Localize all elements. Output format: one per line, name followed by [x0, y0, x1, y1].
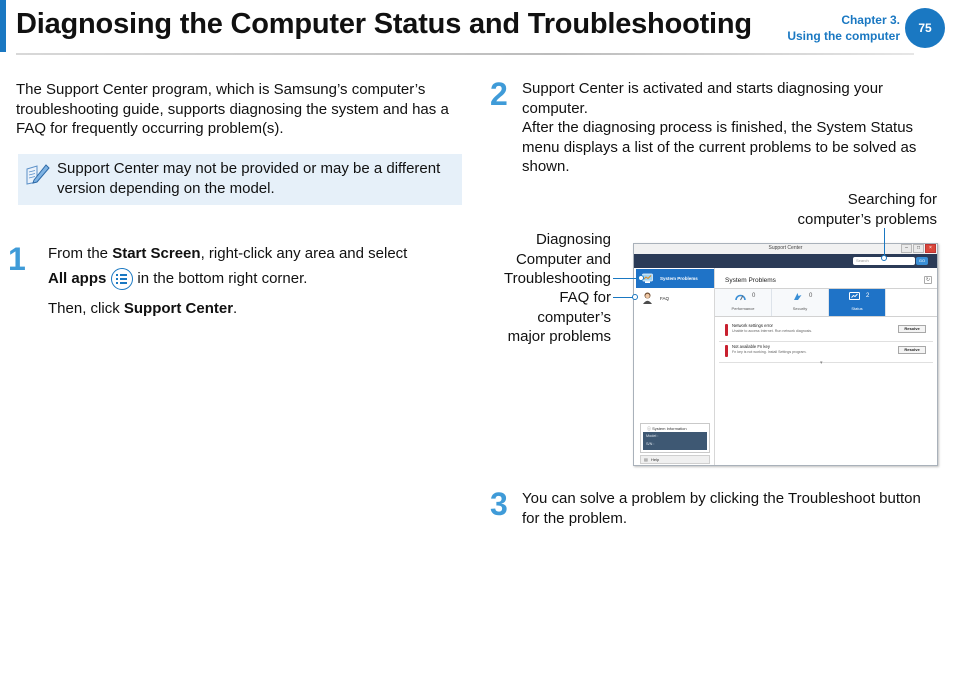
- window-controls: [901, 244, 936, 253]
- tab-security[interactable]: [772, 289, 829, 316]
- all-apps-label: All apps: [48, 270, 107, 288]
- row-divider: [719, 362, 933, 363]
- main-heading: System Problems: [725, 277, 776, 284]
- chapter-number: Chapter 3.: [841, 13, 900, 27]
- callout-search: [797, 190, 937, 229]
- row-divider: [719, 341, 933, 342]
- chevron-down-icon[interactable]: ▾: [820, 360, 823, 366]
- tab-label: Performance: [731, 306, 755, 311]
- search-input[interactable]: Search: [853, 257, 915, 265]
- faq-person-icon: [642, 292, 653, 304]
- step-3-text: You can solve a problem by clicking the Troubleshoot button for the problem.: [522, 490, 921, 527]
- model-label: Model :: [646, 434, 659, 438]
- app-main-panel: [715, 268, 937, 465]
- step-2-paragraph-1: Support Center is activated and starts diagnosing your computer.: [522, 80, 884, 117]
- tabs-divider: [715, 316, 937, 317]
- help-icon: ▤: [644, 457, 648, 462]
- status-icon: [849, 292, 860, 301]
- step-2-paragraph-2: After the diagnosing process is finished, the System Status menu displays a list of the current problems to be solved as shown.: [522, 119, 917, 175]
- step-3-number: 3: [490, 486, 508, 522]
- support-center-window: [633, 243, 938, 466]
- problem-title: Network settings error: [732, 323, 773, 328]
- sidebar-item-label: FAQ: [660, 296, 670, 301]
- error-indicator: [725, 324, 728, 336]
- callout-search-line: Searching for: [847, 191, 937, 208]
- step-1-text: , right-click any area and select: [200, 245, 408, 262]
- help-label: Help: [651, 457, 660, 462]
- list-item: [723, 322, 932, 338]
- step-1-text: .: [233, 300, 238, 317]
- close-button[interactable]: ×: [925, 244, 936, 253]
- chapter-label: [787, 12, 900, 44]
- callout-faq: [508, 288, 611, 347]
- header-accent-bar: [0, 0, 6, 52]
- callout-diagnosing-line: Troubleshooting: [503, 270, 611, 287]
- problem-title: Not available Fn key: [732, 344, 770, 349]
- step-1-text: in the bottom right corner.: [137, 270, 308, 288]
- callout-diagnosing-line: Diagnosing: [535, 231, 611, 248]
- tab-count: 2: [866, 293, 870, 299]
- all-apps-icon: [111, 268, 133, 290]
- callout-diagnosing-dot: [638, 275, 644, 281]
- callout-search-pointer: [884, 228, 885, 258]
- system-information-text: System Information: [652, 426, 687, 431]
- note-pencil-icon: [24, 160, 50, 186]
- page-title: Diagnosing the Computer Status and Troubleshooting: [16, 8, 752, 40]
- search-go-button[interactable]: GO: [916, 257, 928, 265]
- step-1-text: From the: [48, 245, 113, 262]
- header-divider: [16, 53, 914, 55]
- tab-count: 0: [809, 293, 813, 299]
- resolve-button[interactable]: Resolve: [898, 346, 926, 354]
- info-icon: ⓘ: [647, 426, 653, 431]
- callout-faq-line: FAQ for: [559, 289, 611, 306]
- page-number-badge: 75: [905, 8, 945, 48]
- system-information-panel: [640, 423, 710, 453]
- tab-count: 0: [752, 293, 756, 299]
- sidebar-item-label: System Problems: [660, 276, 698, 281]
- problem-description: Fn key is not working. Install Settings program.: [732, 350, 807, 354]
- step-1-line-2: [48, 268, 307, 290]
- callout-faq-line: computer’s: [537, 308, 611, 326]
- refresh-icon[interactable]: ↻: [925, 277, 931, 283]
- step-1-line-1: [48, 244, 407, 264]
- problem-description: Unable to access Internet. Run network diagnosis.: [732, 329, 813, 333]
- callout-diagnosing: [504, 230, 611, 289]
- minimize-button[interactable]: –: [901, 244, 912, 253]
- sidebar-item-faq[interactable]: [636, 290, 714, 306]
- start-screen-label: Start Screen: [112, 245, 201, 262]
- chapter-name: Using the computer: [787, 29, 900, 43]
- performance-icon: [735, 292, 746, 301]
- resolve-button[interactable]: Resolve: [898, 325, 926, 333]
- support-center-label: Support Center: [123, 300, 234, 317]
- step-1-text: Then, click: [48, 300, 124, 317]
- error-indicator: [725, 345, 728, 357]
- window-title: Support Center: [768, 245, 803, 251]
- intro-paragraph: The Support Center program, which is Samsung’s computer’s troubleshooting guide, supports diagnosing the system and has a FAQ for frequently occurring problem(s).: [16, 81, 449, 137]
- tab-status[interactable]: [829, 289, 886, 316]
- list-item: [723, 343, 932, 359]
- app-sidebar: [634, 268, 715, 465]
- step-2-text: [522, 79, 932, 177]
- maximize-button[interactable]: □: [913, 244, 924, 253]
- step-2-number: 2: [490, 76, 508, 112]
- tab-label: Security: [792, 306, 808, 311]
- security-icon: [792, 292, 803, 301]
- callout-search-dot: [881, 255, 887, 261]
- callout-diagnosing-pointer: [613, 278, 641, 279]
- callout-diagnosing-line: Computer and: [515, 250, 611, 268]
- callout-faq-line: major problems: [507, 328, 611, 345]
- step-1-line-3: [48, 299, 237, 319]
- callout-search-line: computer’s problems: [797, 210, 937, 228]
- step-1-number: 1: [8, 241, 26, 277]
- sidebar-item-system-problems[interactable]: [636, 269, 714, 288]
- note-text: Support Center may not be provided or may be a different version depending on the model.: [57, 160, 441, 197]
- tab-performance[interactable]: [715, 289, 772, 316]
- callout-faq-dot: [632, 294, 638, 300]
- tab-label: Status: [851, 306, 863, 311]
- search-bar: [634, 254, 937, 268]
- serial-number-label: S/N :: [646, 442, 655, 446]
- help-button[interactable]: [640, 455, 710, 464]
- system-information-details: [643, 432, 707, 450]
